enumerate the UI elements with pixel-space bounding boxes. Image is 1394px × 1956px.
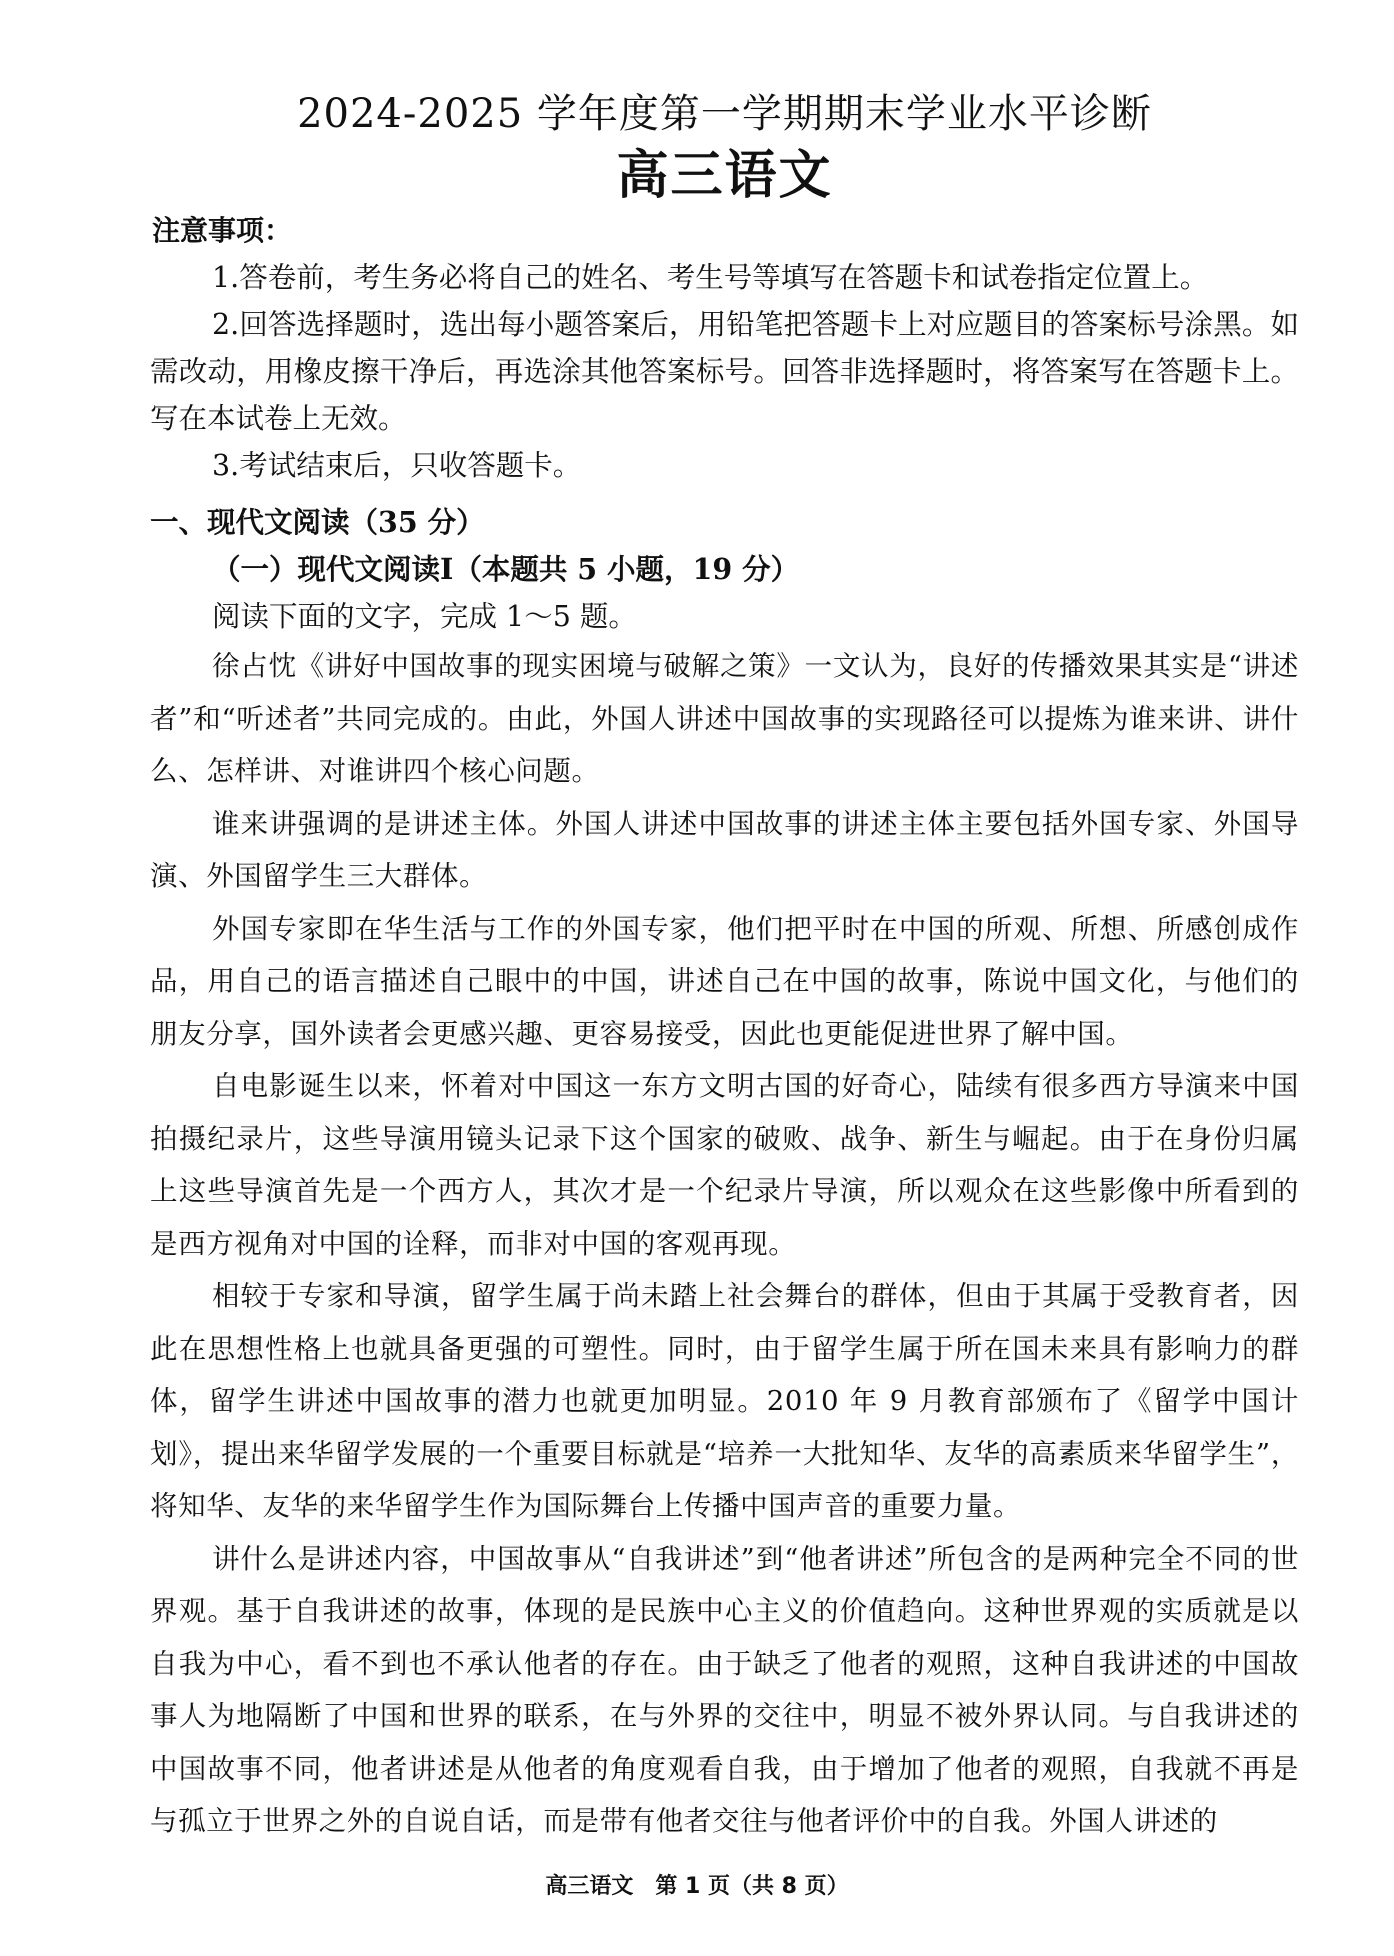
exam-title: 2024-2025 学年度第一学期期末学业水平诊断 <box>297 91 1152 137</box>
subject-title: 高三语文 <box>616 145 833 206</box>
passage-paragraph: 讲什么是讲述内容，中国故事从“自我讲述”到“他者讲述”所包含的是两种完全不同的世界观。基于自我讲述的故事，体现的是民族中心主义的价值趋向。这种世界观的实质就是以自我为中心，看不到也不承认他者的存在。由于缺乏了他者的观照，这种自我讲述的中国故事人为地隔断了中国和世界的联系，在与外界的交往中，明显不被外界认同。与自我讲述的中国故事不同，他者讲述是从他者的角度观看自我，由于增加了他者的观照，自我就不再是与孤立于世界之外的自说自话，而是带有他者交往与他者评价中的自我。外国人讲述的 <box>150 1542 1299 1837</box>
reading-instruction: 阅读下面的文字，完成 1～5 题。 <box>212 600 637 633</box>
section-heading: 一、现代文阅读（35 分） <box>150 505 485 539</box>
notice-item-1: 1.答卷前，考生务必将自己的姓名、考生号等填写在答题卡和试卷指定位置上。 <box>212 261 1209 294</box>
notice-heading: 注意事项： <box>152 214 293 247</box>
notice-item-2: 2.回答选择题时，选出每小题答案后，用铅笔把答题卡上对应题目的答案标号涂黑。如需改动，用橡皮擦干净后，再选涂其他答案标号。回答非选择题时，将答案写在答题卡上。写在本试卷上无效。 <box>150 308 1299 435</box>
passage-paragraph: 相较于专家和导演，留学生属于尚未踏上社会舞台的群体，但由于其属于受教育者，因此在思想性格上也就具备更强的可塑性。同时，由于留学生属于所在国未来具有影响力的群体，留学生讲述中国故事的潜力也就更加明显。2010 年 9 月教育部颁布了《留学中国计划》，提出来华留学发展的一个重要目标就是“培养一大批知华、友华的高素质来华留学生”，将知华、友华的来华留学生作为国际舞台上传播中国声音的重要力量。 <box>150 1280 1299 1522</box>
page-footer: 高三语文 第 1 页（共 8 页） <box>545 1874 849 1899</box>
passage-paragraph: 外国专家即在华生活与工作的外国专家，他们把平时在中国的所观、所想、所感创成作品，用自己的语言描述自己眼中的中国，讲述自己在中国的故事，陈说中国文化，与他们的朋友分享，国外读者会更感兴趣、更容易接受，因此也更能促进世界了解中国。 <box>150 912 1299 1050</box>
notice-list <box>150 254 1299 489</box>
reading-passage <box>150 640 1299 1848</box>
notice-item-3: 3.考试结束后，只收答题卡。 <box>212 449 582 482</box>
passage-paragraph: 自电影诞生以来，怀着对中国这一东方文明古国的好奇心，陆续有很多西方导演来中国拍摄纪录片，这些导演用镜头记录下这个国家的破败、战争、新生与崛起。由于在身份归属上这些导演首先是一个西方人，其次才是一个纪录片导演，所以观众在这些影像中所看到的是西方视角对中国的诠释，而非对中国的客观再现。 <box>150 1070 1299 1260</box>
part-heading: （一）现代文阅读Ⅰ（本题共 5 小题，19 分） <box>212 552 800 586</box>
passage-paragraph: 徐占忱《讲好中国故事的现实困境与破解之策》一文认为，良好的传播效果其实是“讲述者”和“听述者”共同完成的。由此，外国人讲述中国故事的实现路径可以提炼为谁来讲、讲什么、怎样讲、对谁讲四个核心问题。 <box>150 650 1299 787</box>
passage-paragraph: 谁来讲强调的是讲述主体。外国人讲述中国故事的讲述主体主要包括外国专家、外国导演、外国留学生三大群体。 <box>150 807 1299 892</box>
